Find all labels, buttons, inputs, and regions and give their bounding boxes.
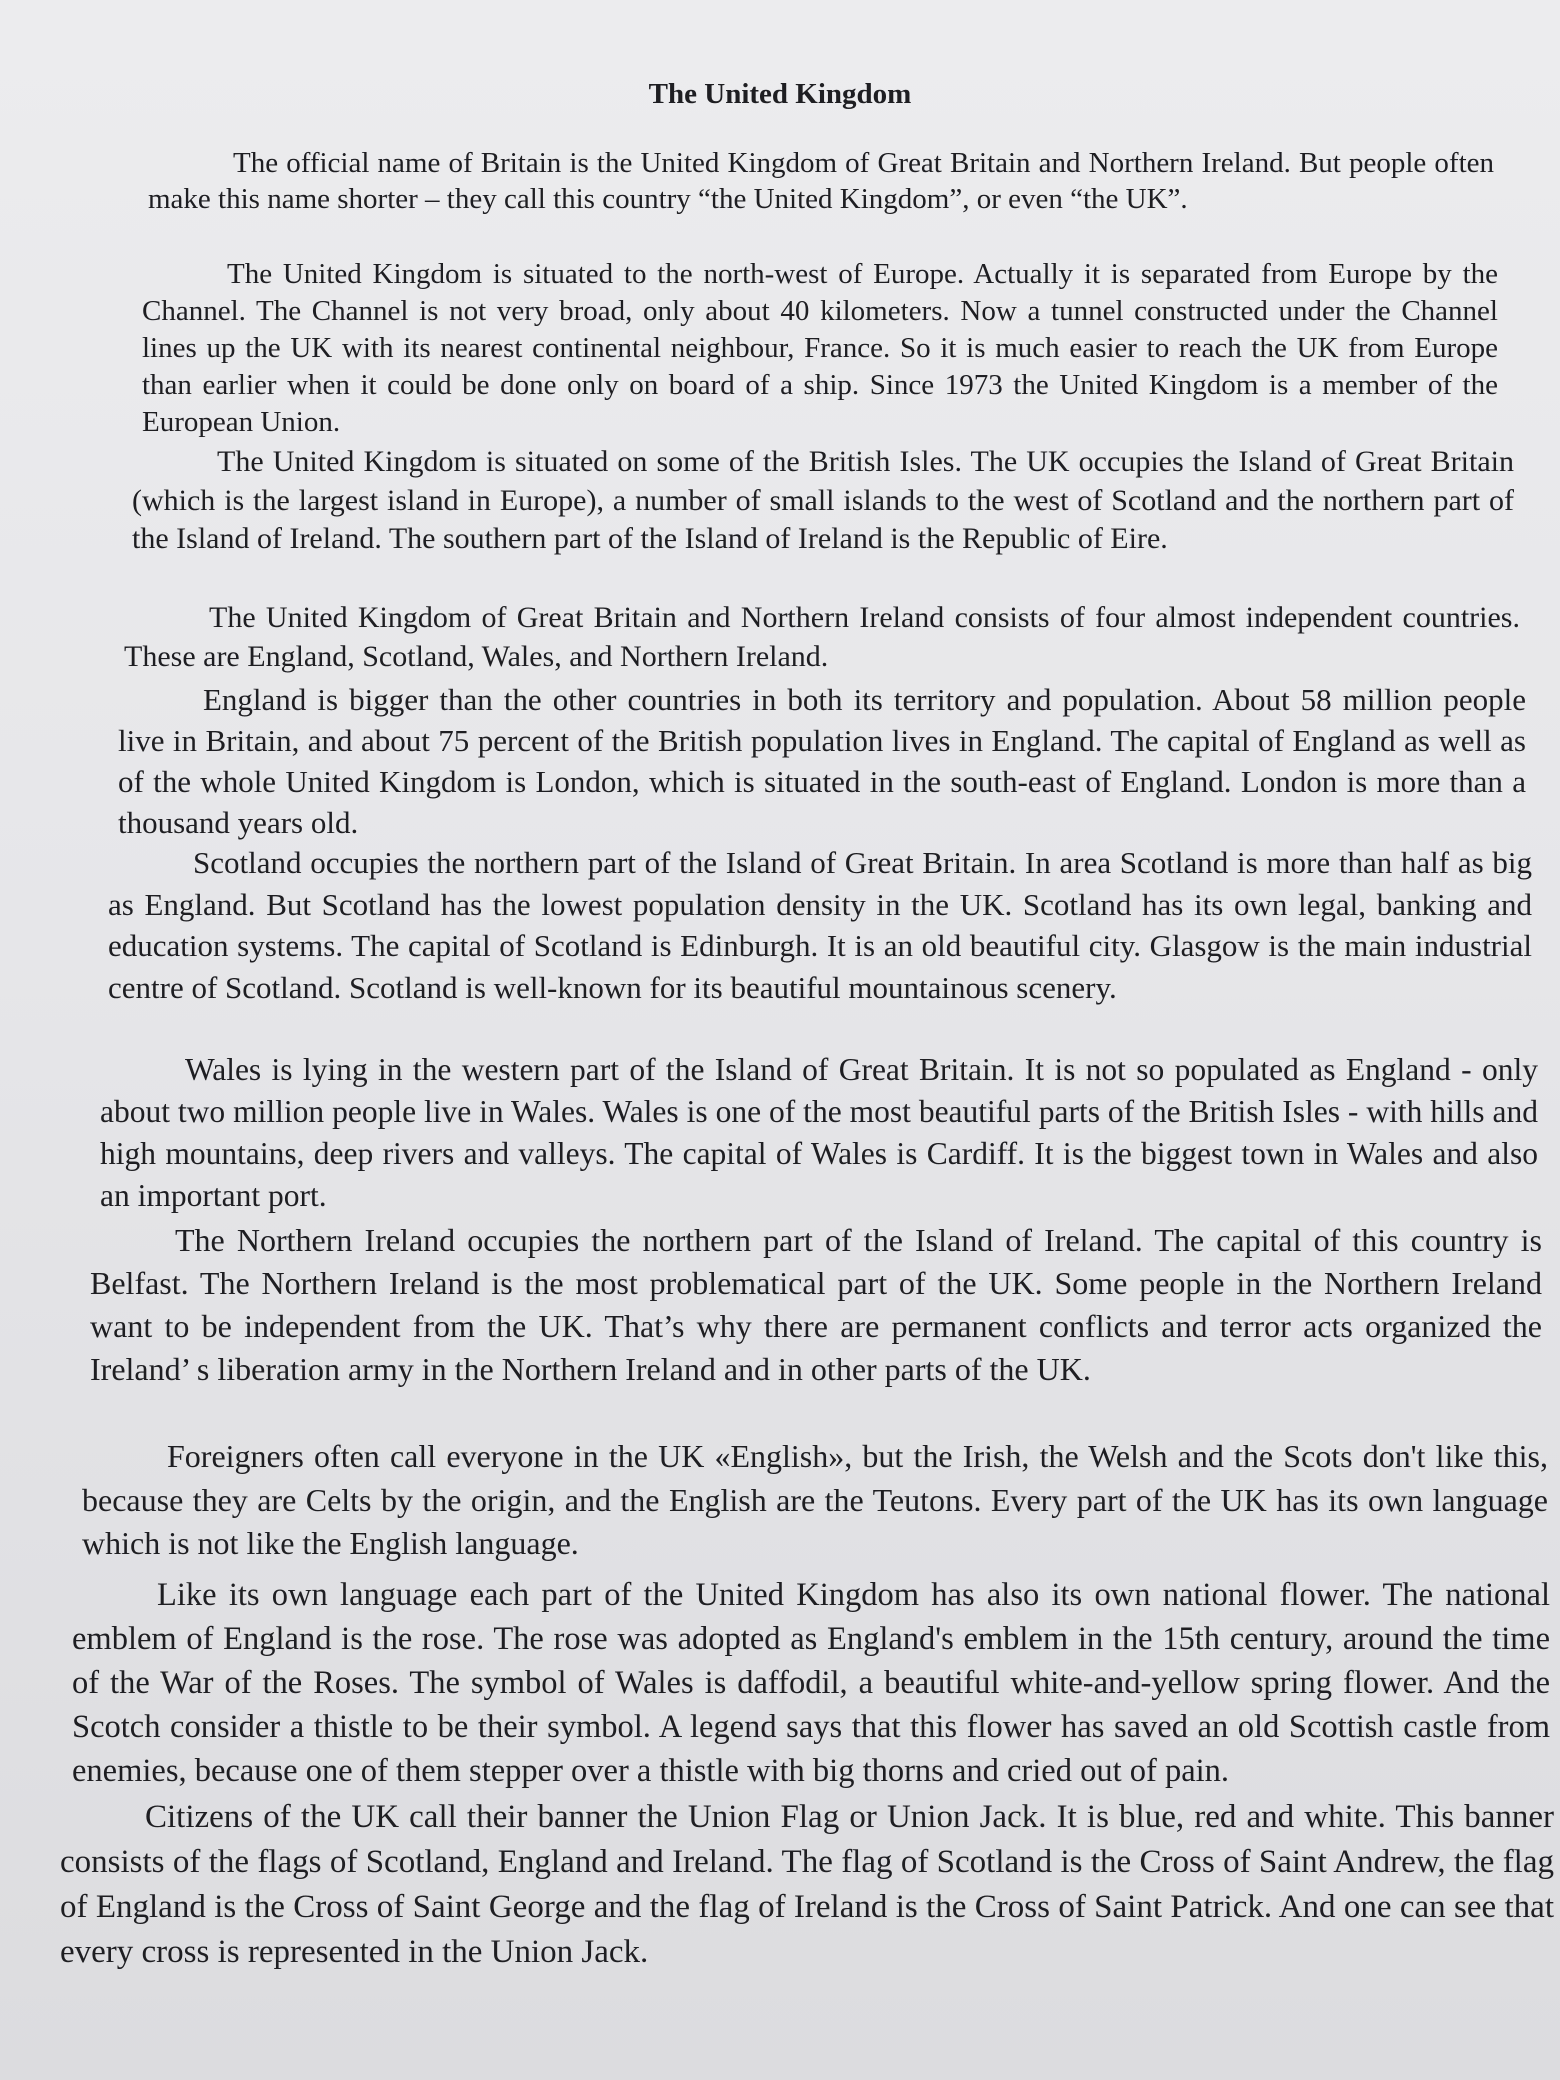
paragraph-wales: Wales is lying in the western part of the Island of Great Britain. It is not so populated as England - only about two million people live in Wales. Wales is one of the most beautiful parts of the British Isles - with hills and high mountains, deep rivers and valleys. The capital of Wales is Cardiff. It is the biggest town in Wales and also an important port. [100, 1052, 1538, 1213]
paragraph-national-flowers: Like its own language each part of the United Kingdom has also its own national flower. The national emblem of England is the rose. The rose was adopted as England's emblem in the 15th century, around the time of the War of the Roses. The symbol of Wales is daffodil, a beautiful white-and-yellow spring flower. And the Scotch consider a thistle to be their symbol. A legend says that this flower has saved an old Scottish castle from enemies, because one of them stepper over a thistle with big thorns and cried out of pain. [72, 1577, 1550, 1789]
paragraph-official-name: The official name of Britain is the United Kingdom of Great Britain and Northern Ireland. But people often make this name shorter – they call this country “the United Kingdom”, or even “the UK”. [148, 147, 1494, 215]
paragraph-northern-ireland: The Northern Ireland occupies the northern part of the Island of Ireland. The capital of this country is Belfast. The Northern Ireland is the most problematical part of the UK. Some people in the Northern Ireland want to be independent from the UK. That’s why there are permanent conflicts and terror acts organized the Ireland’ s liberation army in the Northern Ireland and in other parts of the UK. [90, 1222, 1542, 1387]
paragraph-location: The United Kingdom is situated to the north-west of Europe. Actually it is separated from Europe by the Channel. The Channel is not very broad, only about 40 kilometers. Now a tunnel constructed under the Channel lines up the UK with its nearest continental neighbour, France. So it is much easier to reach the UK from Europe than earlier when it could be done only on board of a ship. Since 1973 the United Kingdom is a member of the European Union. [142, 258, 1498, 438]
paragraph-four-countries: The United Kingdom of Great Britain and Northern Ireland consists of four almost independent countries. These are England, Scotland, Wales, and Northern Ireland. [124, 601, 1520, 673]
paragraph-england: England is bigger than the other countries in both its territory and population. About 58 million people live in Britain, and about 75 percent of the British population lives in England. The capital of England as well as of the whole United Kingdom is London, which is situated in the south-east of England. London is more than a thousand years old. [118, 682, 1526, 840]
paragraph-british-isles: The United Kingdom is situated on some of the British Isles. The UK occupies the Island of Great Britain (which is the largest island in Europe), a number of small islands to the west of Scotland and the northern part of the Island of Ireland. The southern part of the Island of Ireland is the Republic of Eire. [132, 445, 1514, 555]
document-title: The United Kingdom [648, 78, 912, 110]
paragraph-foreigners: Foreigners often call everyone in the UK «English», but the Irish, the Welsh and the Scots don't like this, because they are Celts by the origin, and the English are the Teutons. Every part of the UK has its own language which is not like the English language. [82, 1438, 1548, 1561]
paragraph-union-jack: Citizens of the UK call their banner the Union Flag or Union Jack. It is blue, red and white. This banner consists of the flags of Scotland, England and Ireland. The flag of Scotland is the Cross of Saint Andrew, the flag of England is the Cross of Saint George and the flag of Ireland is the Cross of Saint Patrick. And one can see that every cross is represented in the Union Jack. [60, 1799, 1554, 1970]
paragraph-scotland: Scotland occupies the northern part of the Island of Great Britain. In area Scotland is more than half as big as England. But Scotland has the lowest population density in the UK. Scotland has its own legal, banking and education systems. The capital of Scotland is Edinburgh. It is an old beautiful city. Glasgow is the main industrial centre of Scotland. Scotland is well-known for its beautiful mountainous scenery. [108, 845, 1532, 1005]
